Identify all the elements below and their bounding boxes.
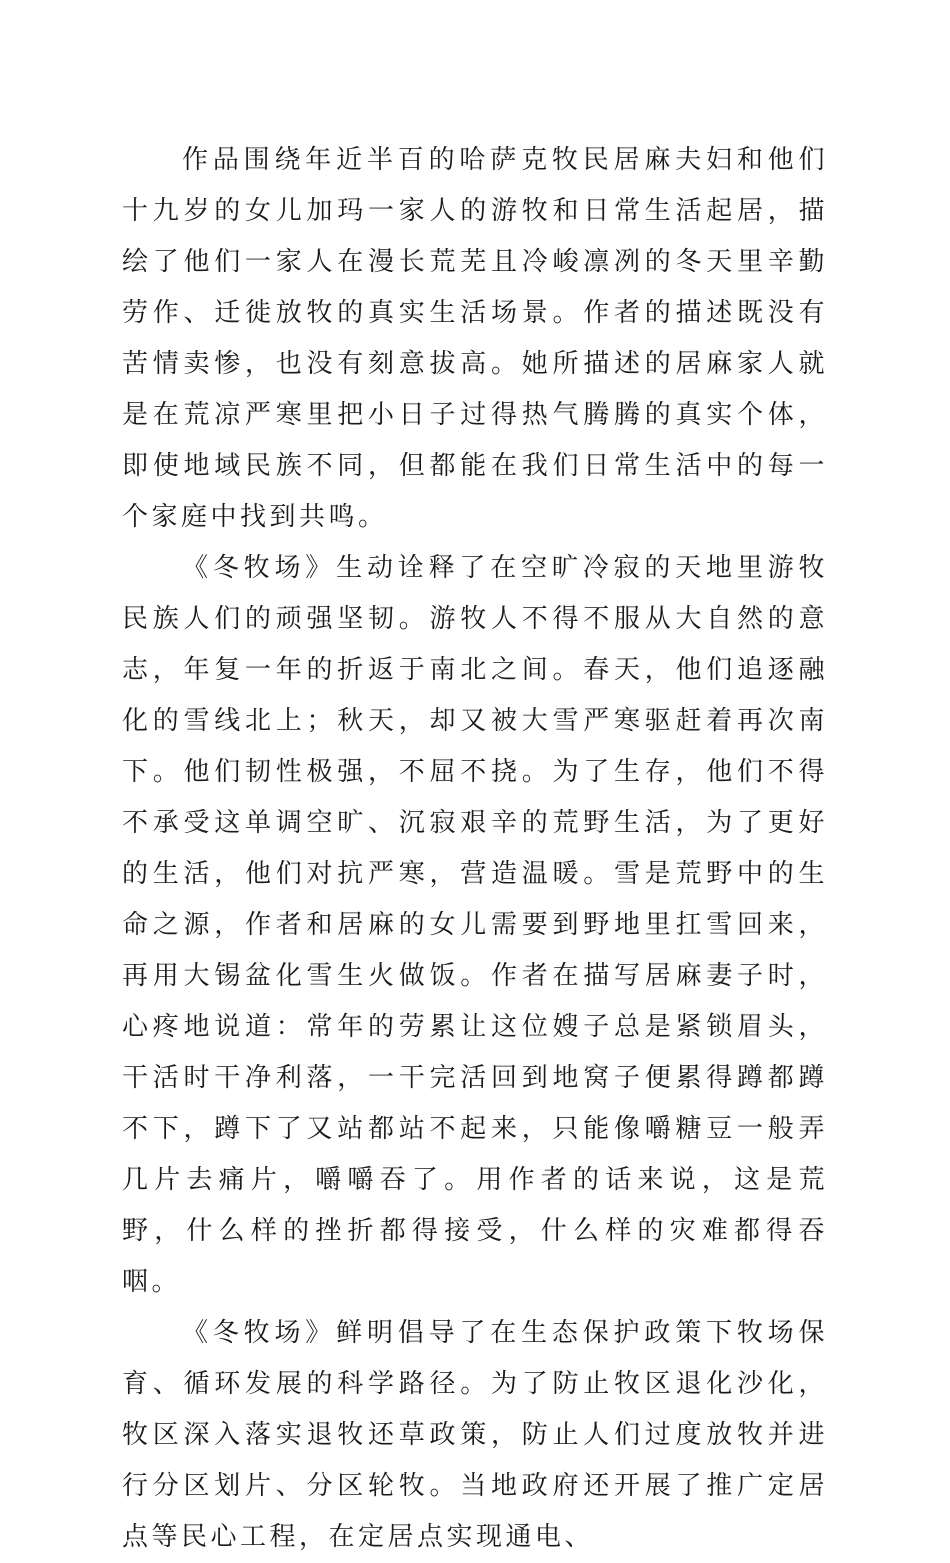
paragraph-1: 作品围绕年近半百的哈萨克牧民居麻夫妇和他们十九岁的女儿加玛一家人的游牧和日常生活起居，描绘了他们一家人在漫长荒芜且冷峻凛冽的冬天里辛勤劳作、迁徙放牧的真实生活场景。作者的描述既没有苦情卖惨，也没有刻意拔高。她所描述的居麻家人就是在荒凉严寒里把小日子过得热气腾腾的真实个体，即使地域民族不同，但都能在我们日常生活中的每一个家庭中找到共鸣。 [122,145,828,532]
paragraph-2: 《冬牧场》生动诠释了在空旷冷寂的天地里游牧民族人们的顽强坚韧。游牧人不得不服从大自然的意志，年复一年的折返于南北之间。春天，他们追逐融化的雪线北上；秋天，却又被大雪严寒驱赶着再次南下。他们韧性极强，不屈不挠。为了生存，他们不得不承受这单调空旷、沉寂艰辛的荒野生活，为了更好的生活，他们对抗严寒，营造温暖。雪是荒野中的生命之源，作者和居麻的女儿需要到野地里扛雪回来，再用大锡盆化雪生火做饭。作者在描写居麻妻子时，心疼地说道：常年的劳累让这位嫂子总是紧锁眉头，干活时干净利落，一干完活回到地窝子便累得蹲都蹲不下，蹲下了又站都站不起来，只能像嚼糖豆一般弄几片去痛片，嚼嚼吞了。用作者的话来说，这是荒野，什么样的挫折都得接受，什么样的灾难都得吞咽。 [122,553,828,1297]
paragraph-3: 《冬牧场》鲜明倡导了在生态保护政策下牧场保育、循环发展的科学路径。为了防止牧区退化沙化，牧区深入落实退牧还草政策，防止人们过度放牧并进行分区划片、分区轮牧。当地政府还开展了推广定居点等民心工程，在定居点实现通电、 [122,1318,828,1552]
body-text [122,135,828,1563]
